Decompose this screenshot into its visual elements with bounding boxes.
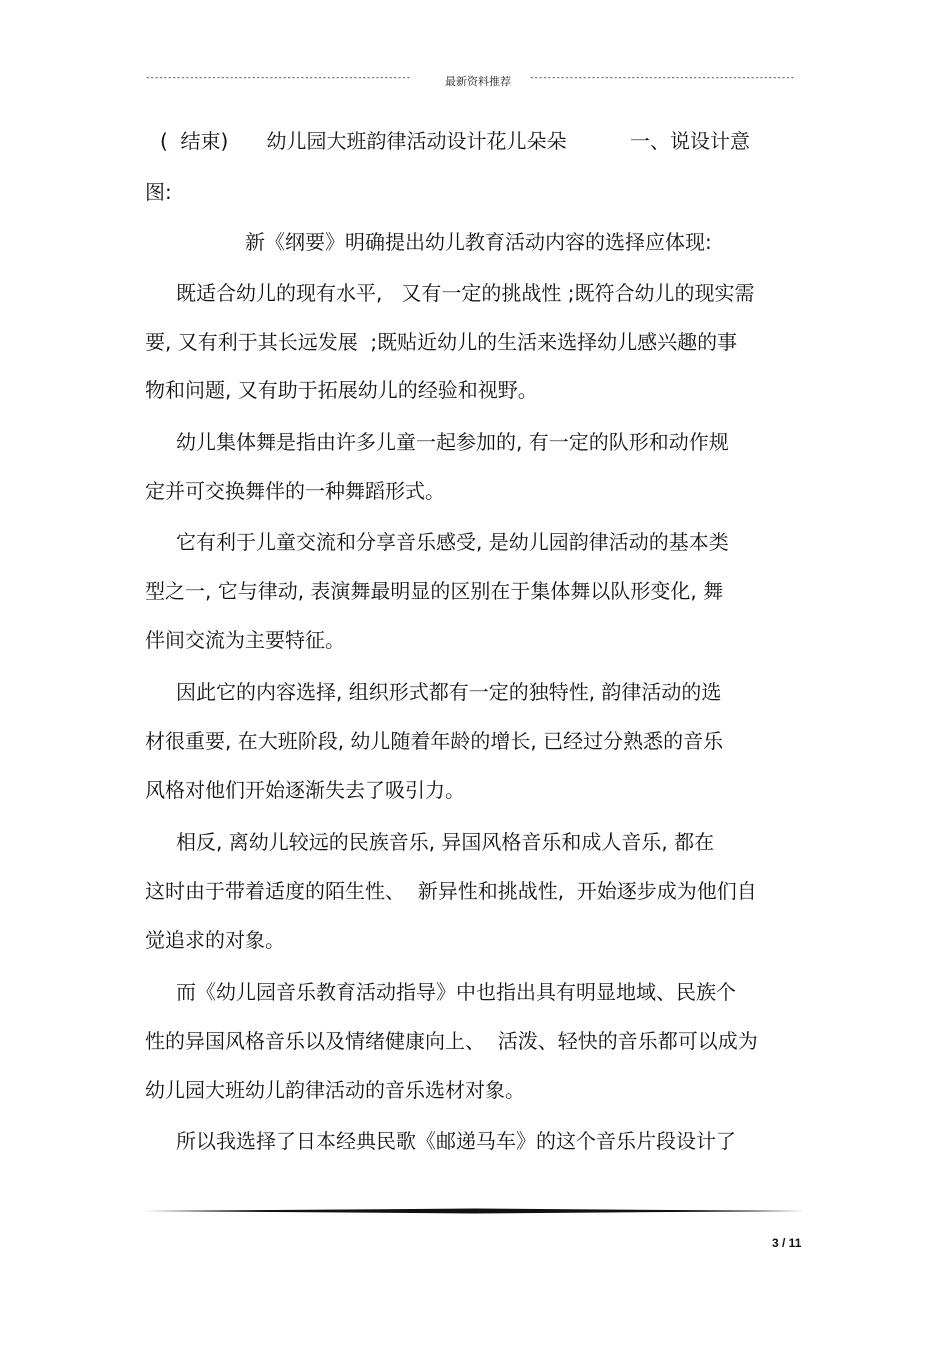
text-line: 要, 又有利于其长远发展 ;既贴近幼儿的生活来选择幼儿感兴趣的事 — [145, 330, 738, 354]
header-title: 最新资料推荐 — [445, 75, 511, 88]
text-line: 伴间交流为主要特征。 — [145, 628, 345, 652]
text-line: 风格对他们开始逐渐失去了吸引力。 — [145, 778, 465, 802]
text-line: 这时由于带着适度的陌生性、 新异性和挑战性, 开始逐步成为他们自 — [145, 879, 757, 903]
footer-rule — [145, 1208, 805, 1214]
text-line: ( 结束) 幼儿园大班韵律活动设计花儿朵朵 一、说设计意 — [160, 129, 751, 153]
header-dashes-right: ------------------------------------------------------------ — [529, 73, 795, 83]
text-line: 它有利于儿童交流和分享音乐感受, 是幼儿园韵律活动的基本类 — [176, 530, 729, 554]
text-line: 幼儿集体舞是指由许多儿童一起参加的, 有一定的队形和动作规 — [176, 430, 729, 454]
text-line: 新《纲要》明确提出幼儿教育活动内容的选择应体现: — [245, 230, 712, 254]
text-line: 因此它的内容选择, 组织形式都有一定的独特性, 韵律活动的选 — [176, 680, 722, 704]
text-line: 性的异国风格音乐以及情绪健康向上、 活泼、轻快的音乐都可以成为 — [145, 1029, 758, 1053]
text-line: 既适合幼儿的现有水平, 又有一定的挑战性 ;既符合幼儿的现实需 — [176, 281, 755, 305]
text-line: 而《幼儿园音乐教育活动指导》中也指出具有明显地域、民族个 — [176, 980, 736, 1004]
text-line: 相反, 离幼儿较远的民族音乐, 异国风格音乐和成人音乐, 都在 — [176, 830, 715, 854]
page-header — [145, 70, 795, 92]
text-line: 所以我选择了日本经典民歌《邮递马车》的这个音乐片段设计了 — [176, 1129, 736, 1153]
text-line: 物和问题, 又有助于拓展幼儿的经验和视野。 — [145, 378, 538, 402]
text-line: 定并可交换舞伴的一种舞蹈形式。 — [145, 479, 445, 503]
text-line: 觉追求的对象。 — [145, 928, 285, 952]
text-line: 型之一, 它与律动, 表演舞最明显的区别在于集体舞以队形变化, 舞 — [145, 579, 724, 603]
header-dashes-left: ------------------------------------------------------------ — [145, 73, 411, 83]
text-line: 幼儿园大班幼儿韵律活动的音乐选材对象。 — [145, 1078, 525, 1102]
text-line: 图: — [145, 180, 172, 204]
page-number: 3 / 11 — [772, 1236, 802, 1250]
text-line: 材很重要, 在大班阶段, 幼儿随着年龄的增长, 已经过分熟悉的音乐 — [145, 729, 724, 753]
